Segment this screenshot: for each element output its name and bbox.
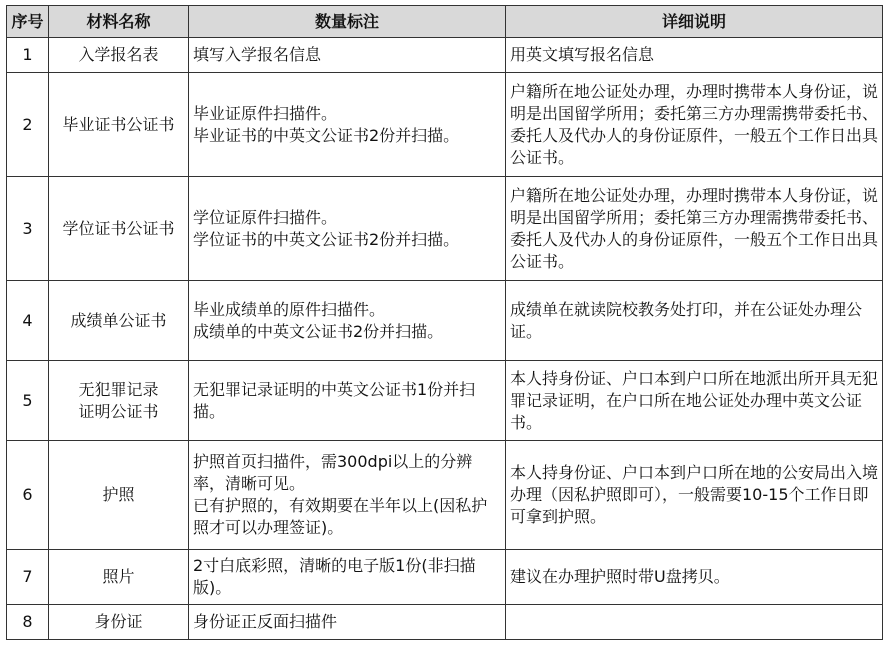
detail-description: 本人持身份证、户口本到户口所在地的公安局出入境办理（因私护照即可），一般需要10-15个工作日即可拿到护照。 xyxy=(506,441,883,550)
quantity-note: 填写入学报名信息 xyxy=(189,38,506,73)
detail-description xyxy=(506,605,883,640)
quantity-note: 毕业证原件扫描件。 毕业证书的中英文公证书2份并扫描。 xyxy=(189,73,506,177)
table-row xyxy=(7,177,883,281)
material-name: 照片 xyxy=(49,550,189,605)
table-row xyxy=(7,605,883,640)
header-material-name: 材料名称 xyxy=(49,6,189,38)
table-row xyxy=(7,73,883,177)
materials-table xyxy=(6,5,883,640)
table-header-row xyxy=(7,6,883,38)
row-number: 2 xyxy=(7,73,49,177)
material-name: 入学报名表 xyxy=(49,38,189,73)
table-row xyxy=(7,550,883,605)
detail-description: 建议在办理护照时带U盘拷贝。 xyxy=(506,550,883,605)
detail-description: 成绩单在就读院校教务处打印，并在公证处办理公证。 xyxy=(506,281,883,361)
header-quantity: 数量标注 xyxy=(189,6,506,38)
material-name: 身份证 xyxy=(49,605,189,640)
row-number: 7 xyxy=(7,550,49,605)
table-row xyxy=(7,441,883,550)
row-number: 8 xyxy=(7,605,49,640)
detail-description: 户籍所在地公证处办理，办理时携带本人身份证，说明是出国留学所用；委托第三方办理需携带委托书、委托人及代办人的身份证原件，一般五个工作日出具公证书。 xyxy=(506,177,883,281)
detail-description: 户籍所在地公证处办理，办理时携带本人身份证，说明是出国留学所用；委托第三方办理需携带委托书、委托人及代办人的身份证原件，一般五个工作日出具公证书。 xyxy=(506,73,883,177)
material-name: 无犯罪记录 证明公证书 xyxy=(49,361,189,441)
header-no: 序号 xyxy=(7,6,49,38)
material-name: 毕业证书公证书 xyxy=(49,73,189,177)
material-name: 成绩单公证书 xyxy=(49,281,189,361)
row-number: 4 xyxy=(7,281,49,361)
quantity-note: 身份证正反面扫描件 xyxy=(189,605,506,640)
table-row xyxy=(7,361,883,441)
quantity-note: 无犯罪记录证明的中英文公证书1份并扫描。 xyxy=(189,361,506,441)
quantity-note: 2寸白底彩照，清晰的电子版1份(非扫描版)。 xyxy=(189,550,506,605)
header-detail: 详细说明 xyxy=(506,6,883,38)
quantity-note: 学位证原件扫描件。 学位证书的中英文公证书2份并扫描。 xyxy=(189,177,506,281)
row-number: 6 xyxy=(7,441,49,550)
detail-description: 本人持身份证、户口本到户口所在地派出所开具无犯罪记录证明，在户口所在地公证处办理中英文公证书。 xyxy=(506,361,883,441)
row-number: 1 xyxy=(7,38,49,73)
table-row xyxy=(7,281,883,361)
material-name: 学位证书公证书 xyxy=(49,177,189,281)
detail-description: 用英文填写报名信息 xyxy=(506,38,883,73)
table-row xyxy=(7,38,883,73)
row-number: 5 xyxy=(7,361,49,441)
material-name: 护照 xyxy=(49,441,189,550)
row-number: 3 xyxy=(7,177,49,281)
quantity-note: 护照首页扫描件，需300dpi以上的分辨率，清晰可见。 已有护照的，有效期要在半年以上(因私护照才可以办理签证)。 xyxy=(189,441,506,550)
quantity-note: 毕业成绩单的原件扫描件。 成绩单的中英文公证书2份并扫描。 xyxy=(189,281,506,361)
